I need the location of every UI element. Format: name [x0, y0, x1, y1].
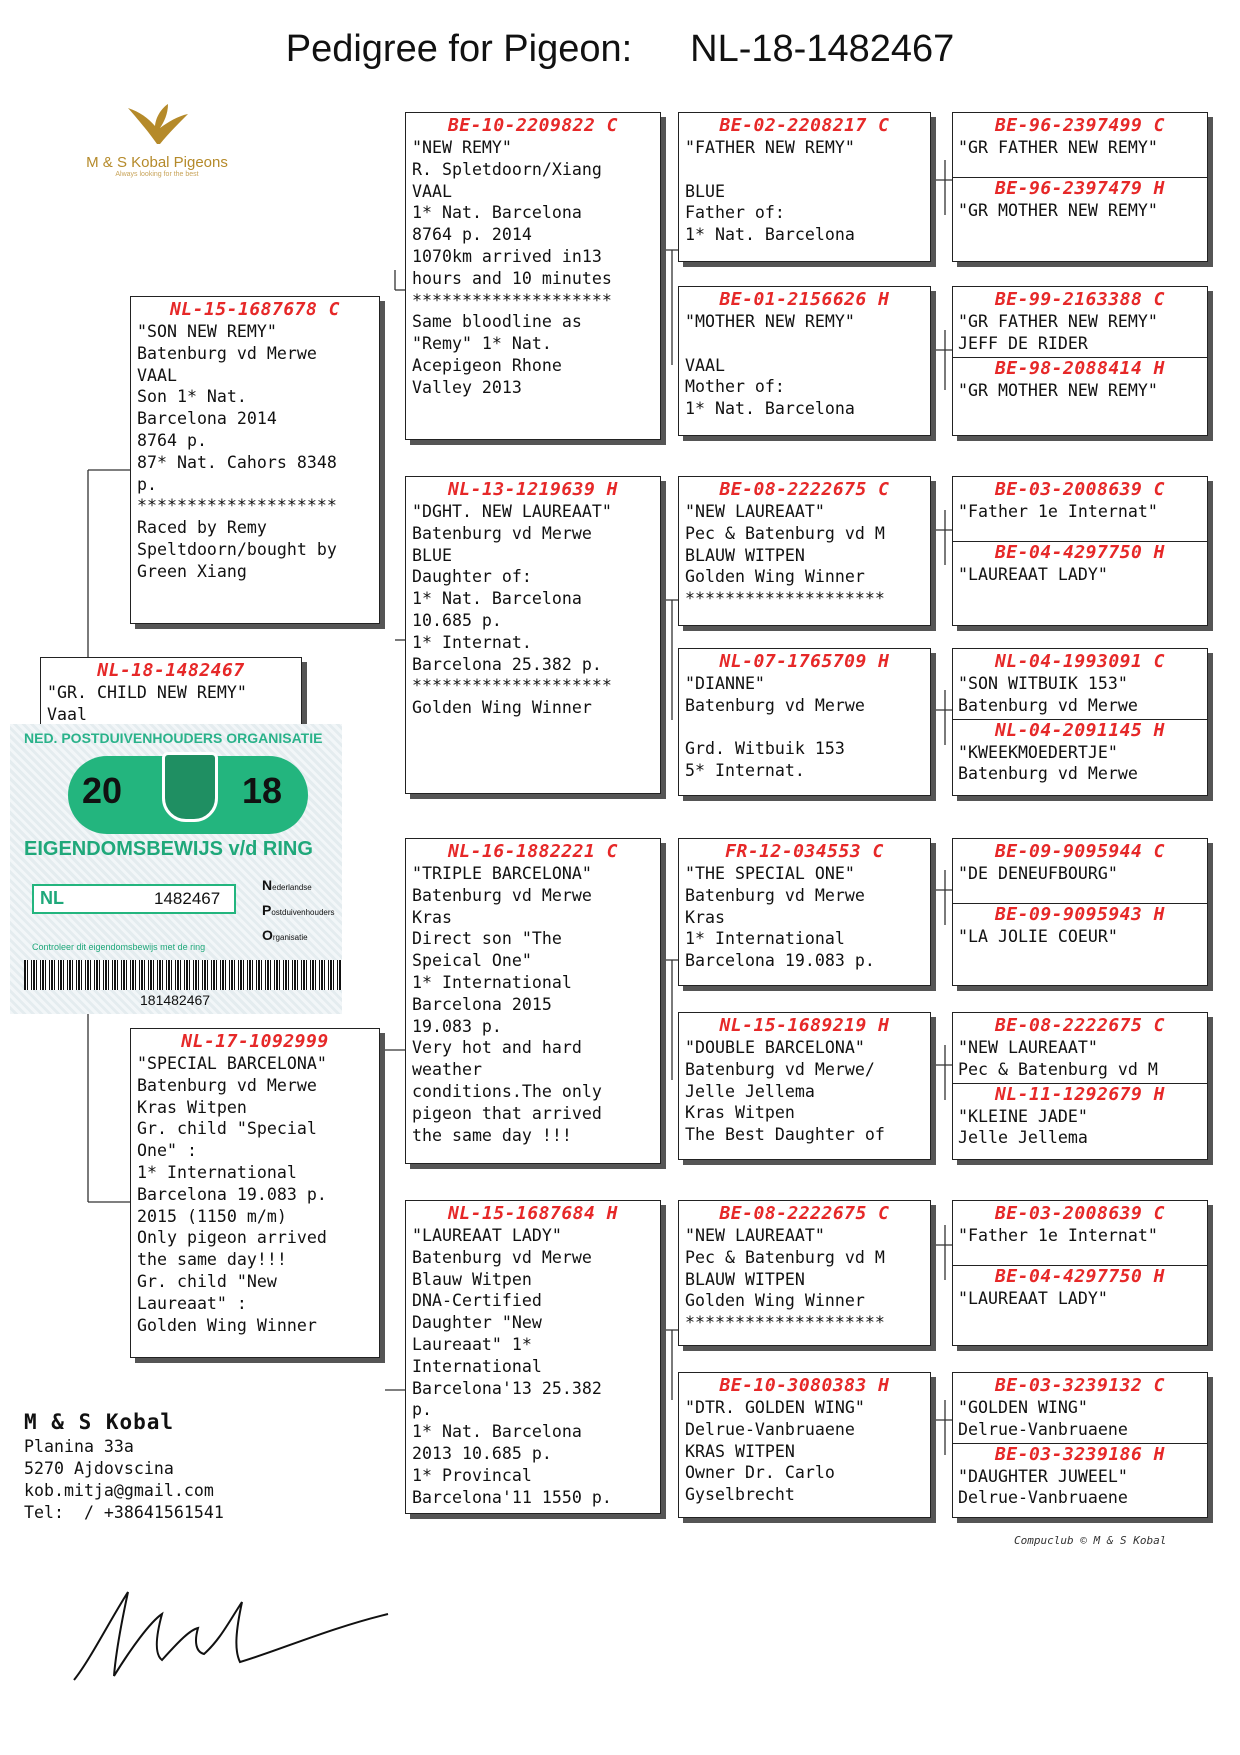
ggp-details: "DTR. GOLDEN WING" Delrue-Vanbruaene KRAS WITPEN Owner Dr. Carlo Gyselbrecht — [685, 1398, 865, 1505]
gp-details: "LAUREAAT LADY" Batenburg vd Merwe Blauw Witpen DNA-Certified Daughter "New Laureaat" 1* International Barcelona'13 25.382 p. 1* Nat. Barcelona 2013 10.685 p. 1* Provincal Barcelona'11 1550 p. — [412, 1226, 612, 1507]
ggp-details: "THE SPECIAL ONE" Batenburg vd Merwe Kras 1* International Barcelona 19.083 p. — [685, 864, 875, 971]
ggg-pair-box — [952, 286, 1208, 436]
gggp-ring: NL-11-1292679 H — [994, 1083, 1166, 1105]
gggp-ring: NL-04-2091145 H — [994, 719, 1166, 741]
owner-address — [24, 1408, 224, 1524]
gp-ring: NL-15-1687684 H — [447, 1203, 619, 1224]
ggp-details: "MOTHER NEW REMY" VAAL Mother of: 1* Nat. Barcelona — [685, 312, 855, 419]
ggg-pair-box — [952, 1012, 1208, 1160]
gggp-ring: BE-03-3239132 C — [994, 1375, 1166, 1396]
gggp-ring: NL-04-1993091 C — [994, 651, 1166, 672]
card-country: NL — [40, 888, 64, 908]
ggp-details: "DOUBLE BARCELONA" Batenburg vd Merwe/ Jelle Jellema Kras Witpen The Best Daughter of — [685, 1038, 885, 1145]
great-grandparent-box — [678, 112, 931, 262]
grandparent-box — [405, 838, 661, 1164]
ggp-ring: BE-10-3080383 H — [719, 1375, 890, 1396]
gggp-ring: BE-03-2008639 C — [994, 479, 1166, 500]
gggp-details: "SON WITBUIK 153" Batenburg vd Merwe — [958, 674, 1138, 715]
gp-ring: BE-10-2209822 C — [447, 115, 619, 136]
ggg-pair-box — [952, 112, 1208, 262]
gp-ring: NL-13-1219639 H — [447, 479, 619, 500]
ggg-pair-box — [952, 648, 1208, 796]
ggg-pair-box — [952, 1372, 1208, 1518]
ggp-details: "NEW LAUREAAT" Pec & Batenburg vd M BLAUW WITPEN Golden Wing Winner ******************** — [685, 1226, 885, 1333]
card-year-right: 18 — [242, 770, 283, 811]
card-heading: EIGENDOMSBEWIJS v/d RING — [24, 838, 313, 860]
gggp-details: "DE DENEUFBOURG" — [958, 864, 1118, 883]
gggp-details: "NEW LAUREAAT" Pec & Batenburg vd M — [958, 1038, 1158, 1079]
gggp-ring: BE-96-2397479 H — [994, 177, 1166, 199]
gggp-ring: BE-09-9095943 H — [994, 903, 1166, 925]
gggp-details: "GR MOTHER NEW REMY" — [958, 380, 1158, 400]
gggp-ring: BE-99-2163388 C — [994, 289, 1166, 310]
great-grandparent-box — [678, 648, 931, 796]
lion-crest-icon — [162, 752, 218, 822]
gggp-details: "GR MOTHER NEW REMY" — [958, 200, 1158, 220]
gggp-ring: BE-04-4297750 H — [994, 1265, 1166, 1287]
gggp-details: "GR FATHER NEW REMY" — [958, 138, 1158, 157]
gggp-ring: BE-04-4297750 H — [994, 541, 1166, 563]
footer-credit: Compuclub © M & S Kobal — [1014, 1534, 1167, 1547]
ggp-details: "NEW LAUREAAT" Pec & Batenburg vd M BLAUW WITPEN Golden Wing Winner ******************** — [685, 502, 885, 609]
gggp-details: "LAUREAAT LADY" — [958, 1288, 1108, 1308]
gggp-details: "Father 1e Internat" — [958, 1226, 1158, 1245]
card-control-note: Controleer dit eigendomsbewijs met de ring — [32, 942, 206, 952]
sire-details: "SON NEW REMY" Batenburg vd Merwe VAAL Son 1* Nat. Barcelona 2014 8764 p. 87* Nat. Cahors 8348 p. ******************** Raced by Remy Speltdoorn/bought by Green Xiang — [137, 322, 337, 581]
ggp-ring: BE-02-2208217 C — [719, 115, 890, 136]
ggg-pair-box — [952, 476, 1208, 626]
ggp-ring: BE-01-2156626 H — [719, 289, 890, 310]
great-grandparent-box — [678, 286, 931, 436]
grandparent-box — [405, 476, 661, 794]
gggp-ring: BE-03-2008639 C — [994, 1203, 1166, 1224]
ggp-details: "DIANNE" Batenburg vd Merwe Grd. Witbuik 153 5* Internat. — [685, 674, 865, 781]
gggp-ring: BE-98-2088414 H — [994, 357, 1166, 379]
gggp-ring: BE-96-2397499 C — [994, 115, 1166, 136]
ggg-pair-box — [952, 1200, 1208, 1346]
owner-name: M & S Kobal — [24, 1410, 175, 1434]
logo-tagline: Always looking for the best — [115, 171, 199, 178]
great-grandparent-box — [678, 1200, 931, 1346]
logo-name: M & S Kobal Pigeons — [86, 154, 228, 171]
dam-details: "SPECIAL BARCELONA" Batenburg vd Merwe Kras Witpen Gr. child "Special One" : 1* International Barcelona 19.083 p. 2015 (1150 m/m) Only pigeon arrived the same day!!! Gr. child "New Laureaat" : Golden Wing Winner — [137, 1054, 327, 1335]
barcode-icon — [24, 960, 342, 990]
gggp-details: "DAUGHTER JUWEEL" Delrue-Vanbruaene — [958, 1466, 1128, 1508]
grandparent-box — [405, 1200, 661, 1514]
card-npo-legend: Nederlandse Postduivenhouders Organisatie — [262, 877, 335, 943]
card-ring-number: 1482467 — [154, 889, 221, 908]
gp-details: "DGHT. NEW LAUREAAT" Batenburg vd Merwe BLUE Daughter of: 1* Nat. Barcelona 10.685 p. 1* Internat. Barcelona 25.382 p. ******************** Golden Wing Winner — [412, 502, 612, 718]
npo-line-2: ostduivenhouders — [271, 908, 335, 917]
subject-pigeon-box — [40, 657, 302, 727]
gggp-details: "GR FATHER NEW REMY" JEFF DE RIDER — [958, 312, 1158, 353]
gp-details: "TRIPLE BARCELONA" Batenburg vd Merwe Kras Direct son "The Speical One" 1* International Barcelona 2015 19.083 p. Very hot and hard weather conditions.The only pigeon that arrived the same day !!! — [412, 864, 602, 1145]
ggp-ring: NL-07-1765709 H — [719, 651, 890, 672]
gggp-details: "LA JOLIE COEUR" — [958, 926, 1118, 946]
owner-lines: Planina 33a 5270 Ajdovscina kob.mitja@gmail.com Tel: / +38641561541 — [24, 1437, 224, 1522]
grandparent-box — [405, 112, 661, 440]
subject-ring: NL-18-1482467 — [97, 660, 245, 681]
sire-box — [130, 296, 380, 624]
ggp-ring: FR-12-034553 C — [725, 841, 884, 862]
ggp-ring: NL-15-1689219 H — [719, 1015, 890, 1036]
ggp-ring: BE-08-2222675 C — [719, 1203, 890, 1224]
barcode-number: 181482467 — [140, 992, 211, 1008]
gggp-ring: BE-03-3239186 H — [994, 1443, 1166, 1465]
great-grandparent-box — [678, 476, 931, 626]
great-grandparent-box — [678, 838, 931, 986]
npo-line-1: ederlandse — [272, 883, 312, 892]
ggg-pair-box — [952, 838, 1208, 986]
great-grandparent-box — [678, 1012, 931, 1160]
gggp-ring: BE-08-2222675 C — [994, 1015, 1166, 1036]
dam-ring: NL-17-1092999 — [181, 1031, 329, 1052]
great-grandparent-box — [678, 1372, 931, 1518]
card-ring-field — [32, 884, 236, 914]
ggp-ring: BE-08-2222675 C — [719, 479, 890, 500]
gggp-details: "KLEINE JADE" Jelle Jellema — [958, 1106, 1088, 1148]
ggp-details: "FATHER NEW REMY" BLUE Father of: 1* Nat. Barcelona — [685, 138, 855, 245]
gggp-ring: BE-09-9095944 C — [994, 841, 1166, 862]
subject-details: "GR. CHILD NEW REMY" Vaal — [47, 683, 247, 724]
card-org: NED. POSTDUIVENHOUDERS ORGANISATIE — [24, 730, 323, 746]
gggp-details: "LAUREAAT LADY" — [958, 564, 1108, 584]
gggp-details: "Father 1e Internat" — [958, 502, 1158, 521]
gggp-details: "KWEEKMOEDERTJE" Batenburg vd Merwe — [958, 742, 1138, 784]
title-ring: NL-18-1482467 — [690, 28, 955, 70]
card-year-left: 20 — [82, 770, 123, 811]
ring-ownership-card — [10, 724, 342, 1014]
title-label: Pedigree for Pigeon: — [285, 28, 633, 70]
gp-ring: NL-16-1882221 C — [447, 841, 619, 862]
sire-ring: NL-15-1687678 C — [169, 299, 341, 320]
signature-icon — [70, 1580, 390, 1690]
dam-box — [130, 1028, 380, 1358]
gp-details: "NEW REMY" R. Spletdoorn/Xiang VAAL 1* Nat. Barcelona 8764 p. 2014 1070km arrived in13 hours and 10 minutes ******************** Same bloodline as "Remy" 1* Nat. Acepigeon Rhone Valley 2013 — [412, 138, 612, 397]
gggp-details: "GOLDEN WING" Delrue-Vanbruaene — [958, 1398, 1128, 1439]
npo-line-3: rganisatie — [272, 933, 308, 942]
